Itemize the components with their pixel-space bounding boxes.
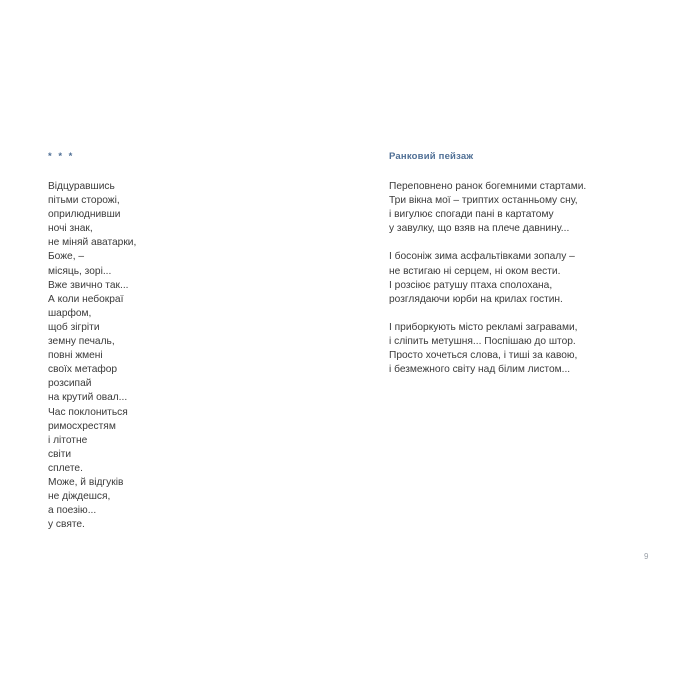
poem-line: сплете. bbox=[48, 462, 83, 474]
left-poem-body bbox=[48, 180, 308, 532]
poem-line: не міняй аватарки, bbox=[48, 237, 137, 249]
poem-line: не діждешся, bbox=[48, 491, 111, 503]
poem-line: А коли небокраї bbox=[48, 293, 124, 305]
poem-line: і вигулює спогади пані в картатому bbox=[389, 209, 554, 221]
poem-line: розсипай bbox=[48, 378, 92, 390]
right-poem-body bbox=[389, 180, 659, 377]
poem-line: розглядаючи юрби на крилах гостин. bbox=[389, 293, 563, 305]
poem-line: оприлюднивши bbox=[48, 209, 121, 221]
poem-line: повні жмені bbox=[48, 350, 103, 362]
poem-line: шарфом, bbox=[48, 307, 92, 319]
poem-line: І босоніж зима асфальтівками зопалу – bbox=[389, 251, 575, 263]
poem-line: римосхрестям bbox=[48, 420, 116, 432]
poem-line: земну печаль, bbox=[48, 336, 115, 348]
stanza-2 bbox=[389, 250, 659, 306]
left-poem bbox=[48, 150, 308, 532]
poem-line: І приборкують місто рекламі загравами, bbox=[389, 321, 578, 333]
poem-line: Відцуравшись bbox=[48, 181, 115, 192]
poem-line: Час поклониться bbox=[48, 406, 128, 418]
poem-line: Три вікна мої – триптих останньому сну, bbox=[389, 195, 578, 207]
poem-line: Може, й відгуків bbox=[48, 476, 124, 488]
poem-line: і літотне bbox=[48, 434, 88, 446]
poem-line: Вже звично так... bbox=[48, 279, 129, 291]
poem-line: щоб зігріти bbox=[48, 321, 100, 333]
page-number: 9 bbox=[644, 552, 649, 561]
poem-line: і безмежного світу над білим листом... bbox=[389, 364, 571, 376]
poem-line: пітьми сторожі, bbox=[48, 195, 120, 207]
poem-line: у святе. bbox=[48, 519, 85, 531]
left-poem-heading: * * * bbox=[48, 151, 75, 162]
poem-line: І розсіює ратушу птаха сполохана, bbox=[389, 279, 553, 291]
poem-line: своїх метафор bbox=[48, 364, 118, 376]
poem-line: місяць, зорі... bbox=[48, 265, 112, 277]
stanza-1 bbox=[389, 180, 659, 236]
right-poem-title: Ранковий пейзаж bbox=[389, 151, 474, 162]
poem-line: на крутий овал... bbox=[48, 392, 128, 404]
poem-line: Боже, – bbox=[48, 251, 85, 263]
poem-line: Переповнено ранок богемними стартами. bbox=[389, 181, 587, 192]
poem-line: світи bbox=[48, 448, 72, 460]
poem-line: а поезію... bbox=[48, 505, 97, 517]
right-poem bbox=[389, 150, 659, 377]
stanza-3 bbox=[389, 321, 659, 377]
poem-line: у завулку, що взяв на плече давнину... bbox=[389, 223, 570, 235]
poem-line: ночі знак, bbox=[48, 223, 93, 235]
poem-line: не встигаю ні серцем, ні оком вести. bbox=[389, 265, 561, 277]
poem-line: і сліпить метушня... Поспішаю до штор. bbox=[389, 336, 576, 348]
poem-line: Просто хочеться слова, і тиші за кавою, bbox=[389, 350, 578, 362]
